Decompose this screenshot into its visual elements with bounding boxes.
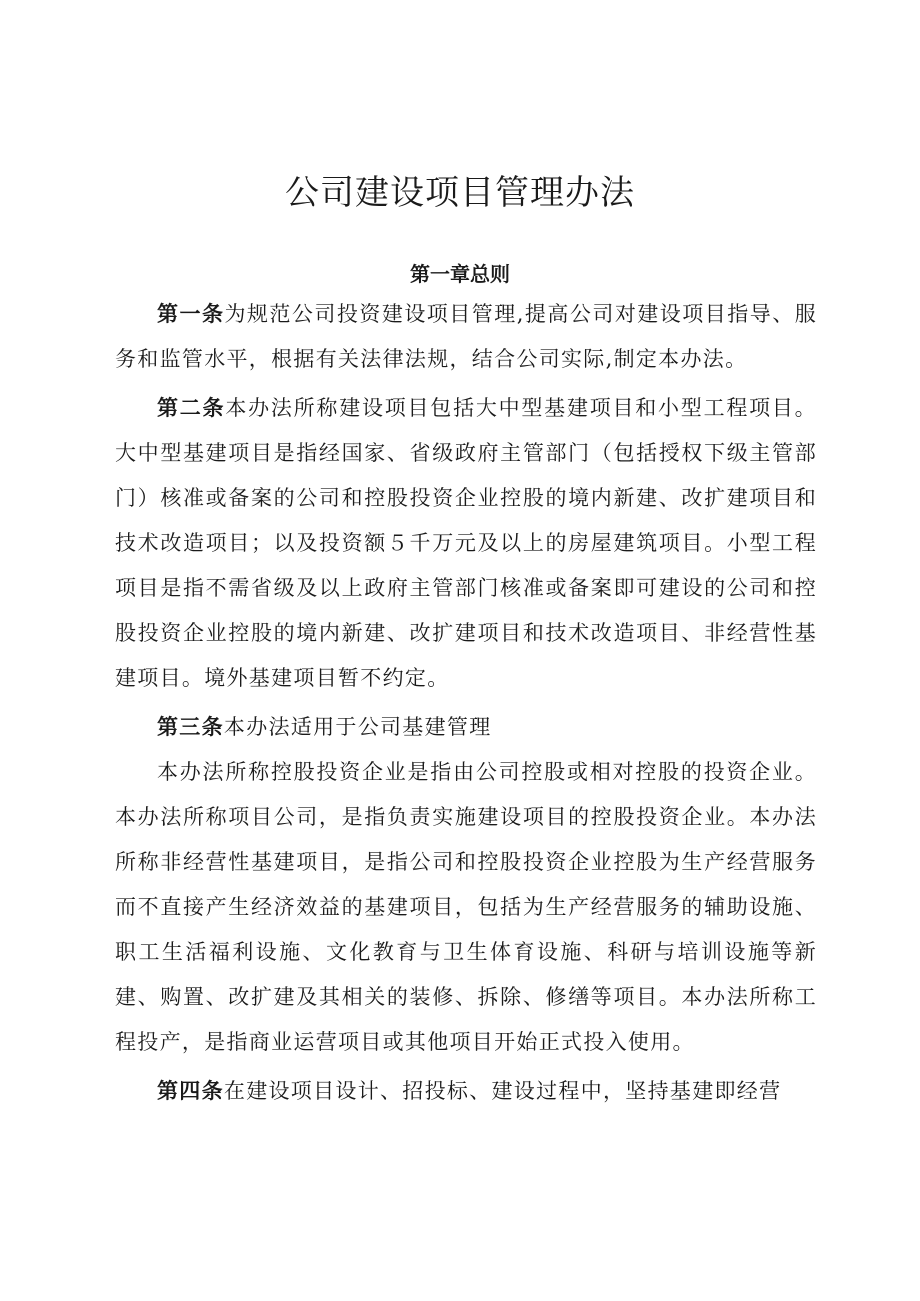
article-text: 本办法所称建设项目包括大中型基建项目和小型工程项目。大中型基建项目是指经国家、省级政府主管部门（包括授权下级主管部门）核准或备案的公司和控股投资企业控股的境内新建、改扩建项目和技术改造项目；以及投资额５千万元及以上的房屋建筑项目。小型工程项目是指不需省级及以上政府主管部门核准或备案即可建设的公司和控股投资企业控股的境内新建、改扩建项目和技术改造项目、非经营性基建项目。境外基建项目暂不约定。	[115, 396, 817, 690]
document-title: 公司建设项目管理办法	[285, 173, 635, 213]
article-label: 第二条	[157, 396, 226, 420]
article-2	[115, 386, 817, 701]
article-text: 为规范公司投资建设项目管理,提高公司对建设项目指导、服务和监管水平，根据有关法律法规，结合公司实际,制定本办法。	[115, 302, 817, 371]
article-4	[115, 1069, 817, 1114]
article-label: 第三条	[157, 715, 224, 739]
article-text: 本办法所称控股投资企业是指由公司控股或相对控股的投资企业。本办法所称项目公司，是指负责实施建设项目的控股投资企业。本办法所称非经营性基建项目，是指公司和控股投资企业控股为生产经营服务而不直接产生经济效益的基建项目，包括为生产经营服务的辅助设施、职工生活福利设施、文化教育与卫生体育设施、科研与培训设施等新建、购置、改扩建及其相关的装修、拆除、修缮等项目。本办法所称工程投产，是指商业运营项目或其他项目开始正式投入使用。	[115, 760, 817, 1054]
document-body	[115, 292, 817, 1114]
article-text: 在建设项目设计、招投标、建设过程中，坚持基建即经营	[223, 1079, 782, 1103]
article-1	[115, 292, 817, 382]
article-label: 第四条	[157, 1079, 224, 1103]
article-3-continuation	[115, 750, 817, 1065]
article-label: 第一条	[157, 302, 225, 326]
article-3	[115, 705, 817, 750]
chapter-heading: 第一章总则	[410, 262, 510, 286]
article-text: 本办法适用于公司基建管理	[223, 715, 492, 739]
